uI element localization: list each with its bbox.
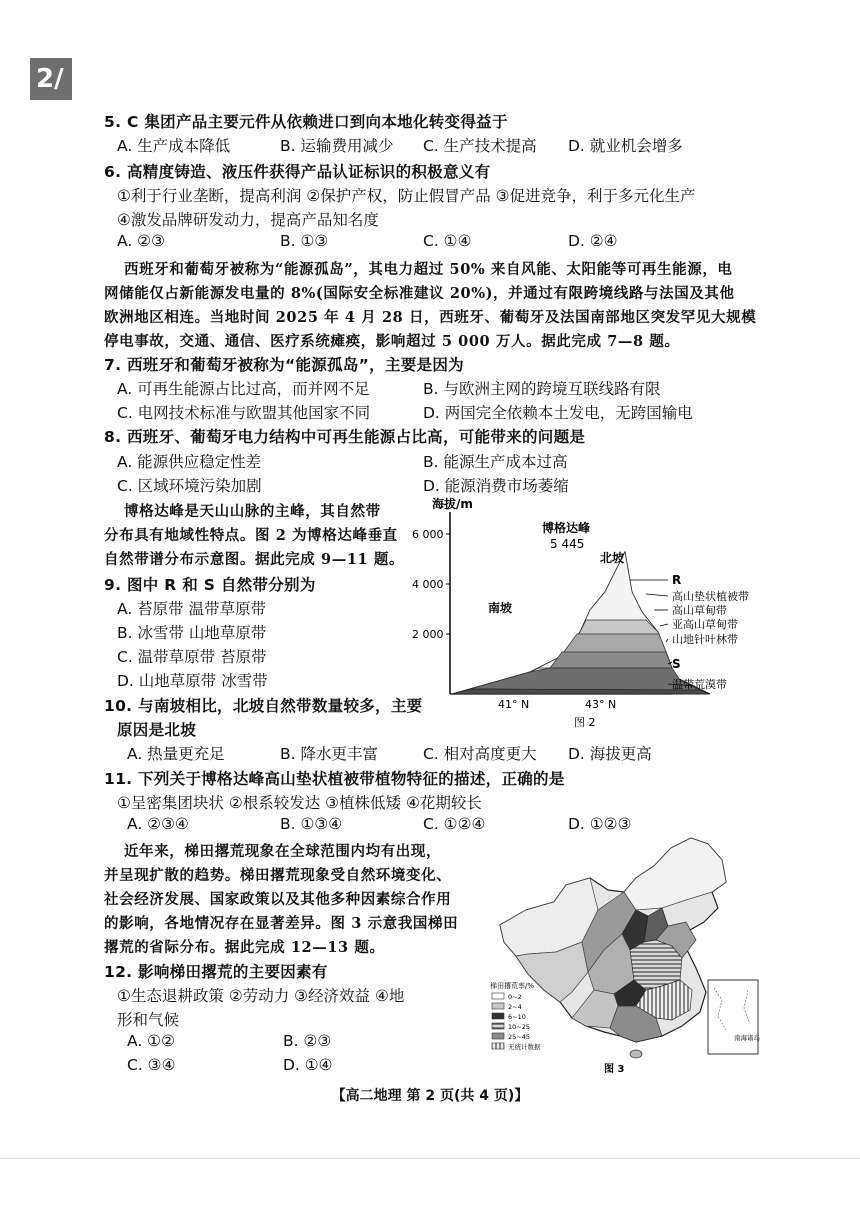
fig3-legend-swatch	[492, 1003, 504, 1009]
passage-1-line-3: 欧洲地区相连。当地时间 2025 年 4 月 28 日，西班牙、葡萄牙及法国南部地区突发罕见大规模	[104, 309, 757, 326]
passage-3-line-2: 并呈现扩散的趋势。梯田撂荒现象受自然环境变化、	[104, 867, 452, 884]
q12-statements-1: ①生态退耕政策 ②劳动力 ③经济效益 ④地	[117, 987, 405, 1005]
fig3-legend-swatch	[492, 1043, 504, 1049]
fig3-legend-item: 2~4	[508, 1003, 522, 1011]
question-9-stem: 9. 图中 R 和 S 自然带分别为	[104, 576, 316, 594]
q10-option-c: C. 相对高度更大	[423, 745, 537, 763]
question-12-stem: 12. 影响梯田撂荒的主要因素有	[104, 963, 328, 981]
question-10-stem-2: 原因是北坡	[117, 721, 197, 739]
q5-option-c: C. 生产技术提高	[423, 137, 537, 155]
passage-3-line-3: 社会经济发展、国家政策以及其他多种因素综合作用	[104, 891, 452, 908]
fig2-y-axis-label: 海拔/m	[432, 497, 473, 511]
passage-2-line-1: 博格达峰是天山山脉的主峰，其自然带	[124, 503, 381, 520]
fig2-peak-name: 博格达峰	[542, 521, 591, 535]
fig2-zone-desert: 温带荒漠带	[672, 678, 727, 691]
fig3-legend-swatch	[492, 1023, 504, 1029]
passage-1-line-1: 西班牙和葡萄牙被称为“能源孤岛”，其电力超过 50% 来自风能、太阳能等可再生能源，电	[124, 261, 733, 278]
fig2-zone-r: R	[672, 573, 682, 587]
q6-statements-1: ①利于行业垄断，提高利润 ②保护产权，防止假冒产品 ③促进竞争，利于多元化生产	[117, 187, 696, 205]
passage-2-line-3: 自然带谱分布示意图。据此完成 9—11 题。	[104, 551, 405, 568]
q5-option-b: B. 运输费用减少	[280, 137, 394, 155]
passage-2-line-2: 分布具有地域性特点。图 2 为博格达峰垂直	[104, 527, 398, 544]
passage-3-line-5: 撂荒的省际分布。据此完成 12—13 题。	[104, 939, 385, 956]
question-5-stem: 5. C 集团产品主要元件从依赖进口到向本地化转变得益于	[104, 113, 508, 131]
question-7-stem: 7. 西班牙和葡萄牙被称为“能源孤岛”，主要是因为	[104, 356, 464, 374]
q11-statements: ①呈密集团块状 ②根系较发达 ③植株低矮 ④花期较长	[117, 794, 482, 812]
q12-option-c: C. ③④	[127, 1056, 176, 1074]
page-number-tag: 2/	[30, 58, 72, 100]
fig3-inset-box	[708, 980, 758, 1054]
page-bottom-divider	[0, 1158, 860, 1159]
fig2-north-slope-label: 北坡	[600, 551, 625, 565]
figure-3-map	[486, 830, 786, 1080]
q11-option-a: A. ②③④	[127, 815, 189, 833]
question-8-stem: 8. 西班牙、葡萄牙电力结构中可再生能源占比高，可能带来的问题是	[104, 428, 586, 446]
fig2-x-tick: 41° N	[498, 698, 530, 711]
page-footer: 【高二地理 第 2 页(共 4 页)】	[331, 1088, 529, 1104]
q5-option-d: D. 就业机会增多	[568, 137, 683, 155]
q8-option-c: C. 区域环境污染加剧	[117, 477, 262, 495]
q6-option-b: B. ①③	[280, 232, 329, 250]
q10-option-a: A. 热量更充足	[127, 745, 225, 763]
q7-option-c: C. 电网技术标准与欧盟其他国家不同	[117, 404, 371, 422]
fig3-hainan	[630, 1050, 642, 1058]
q12-option-b: B. ②③	[283, 1032, 332, 1050]
q9-option-d: D. 山地草原带 冰雪带	[117, 672, 268, 690]
fig2-y-tick: 4 000	[412, 578, 444, 591]
fig3-legend-item: 6~10	[508, 1013, 526, 1021]
fig2-south-slope-label: 南坡	[488, 601, 513, 615]
q6-statements-2: ④激发品牌研发动力，提高产品知名度	[117, 211, 379, 229]
fig2-zone-coniferous: 山地针叶林带	[672, 633, 738, 646]
fig2-y-tick: 6 000	[412, 528, 444, 541]
fig3-legend-item: 0~2	[508, 993, 522, 1001]
fig2-subalpine-meadow-zone	[550, 652, 672, 668]
q6-option-a: A. ②③	[117, 232, 165, 250]
fig3-legend-item: 无统计数据	[508, 1043, 541, 1051]
fig3-legend-swatch	[492, 1033, 504, 1039]
passage-1-line-2: 网储能仅占新能源发电量的 8%(国际安全标准建议 20%)，并通过有限跨境线路与法国及其他	[104, 285, 735, 302]
figure-2-diagram	[410, 492, 790, 732]
question-11-stem: 11. 下列关于博格达峰高山垫状植被带植物特征的描述，正确的是	[104, 770, 565, 788]
q6-option-d: D. ②④	[568, 232, 618, 250]
q8-option-b: B. 能源生产成本过高	[423, 453, 568, 471]
question-10-stem-1: 10. 与南坡相比，北坡自然带数量较多，主要	[104, 697, 423, 715]
q8-option-a: A. 能源供应稳定性差	[117, 453, 262, 471]
q8-option-d: D. 能源消费市场萎缩	[423, 477, 569, 495]
fig3-caption: 图 3	[604, 1064, 625, 1075]
q9-option-c: C. 温带草原带 苔原带	[117, 648, 267, 666]
fig2-y-tick: 2 000	[412, 628, 444, 641]
fig3-legend-item: 25~45	[508, 1033, 530, 1041]
q7-option-a: A. 可再生能源占比过高，而并网不足	[117, 380, 370, 398]
q5-option-a: A. 生产成本降低	[117, 137, 231, 155]
q12-option-d: D. ①④	[283, 1056, 333, 1074]
q10-option-b: B. 降水更丰富	[280, 745, 378, 763]
q9-option-b: B. 冰雪带 山地草原带	[117, 624, 267, 642]
fig2-caption: 图 2	[574, 716, 596, 729]
fig2-zone-alpine-meadow: 高山草甸带	[672, 604, 727, 617]
fig2-zone-subalpine-meadow: 亚高山草甸带	[672, 618, 738, 631]
question-6-stem: 6. 高精度铸造、液压件获得产品认证标识的积极意义有	[104, 163, 491, 181]
q11-option-d: D. ①②③	[568, 815, 632, 833]
passage-3-line-4: 的影响，各地情况存在显著差异。图 3 示意我国梯田	[104, 915, 459, 932]
fig3-legend-title: 梯田撂荒率/%	[490, 982, 535, 990]
fig3-legend-swatch	[492, 1013, 504, 1019]
fig3-inset-label: 南海诸岛	[734, 1034, 760, 1042]
q12-option-a: A. ①②	[127, 1032, 175, 1050]
q12-statements-2: 形和气候	[117, 1011, 180, 1029]
fig2-zone-s: S	[672, 657, 681, 671]
fig2-coniferous-forest-zone	[470, 668, 700, 690]
q10-option-d: D. 海拔更高	[568, 745, 652, 763]
q9-option-a: A. 苔原带 温带草原带	[117, 600, 267, 618]
q11-option-b: B. ①③④	[280, 815, 343, 833]
fig2-peak-height: 5 445	[550, 537, 585, 551]
fig3-legend-item: 10~25	[508, 1023, 530, 1031]
fig2-x-tick: 43° N	[585, 698, 617, 711]
q11-option-c: C. ①②④	[423, 815, 486, 833]
q7-option-d: D. 两国完全依赖本土发电，无跨国输电	[423, 404, 693, 422]
q6-option-c: C. ①④	[423, 232, 472, 250]
fig2-zone-alpine-cushion: 高山垫状植被带	[672, 590, 749, 603]
passage-1-line-4: 停电事故，交通、通信、医疗系统瘫痪，影响超过 5 000 万人。据此完成 7—8 题。	[104, 333, 680, 350]
passage-3-line-1: 近年来，梯田撂荒现象在全球范围内均有出现，	[124, 843, 442, 860]
q7-option-b: B. 与欧洲主网的跨境互联线路有限	[423, 380, 661, 398]
fig3-legend-swatch	[492, 993, 504, 999]
